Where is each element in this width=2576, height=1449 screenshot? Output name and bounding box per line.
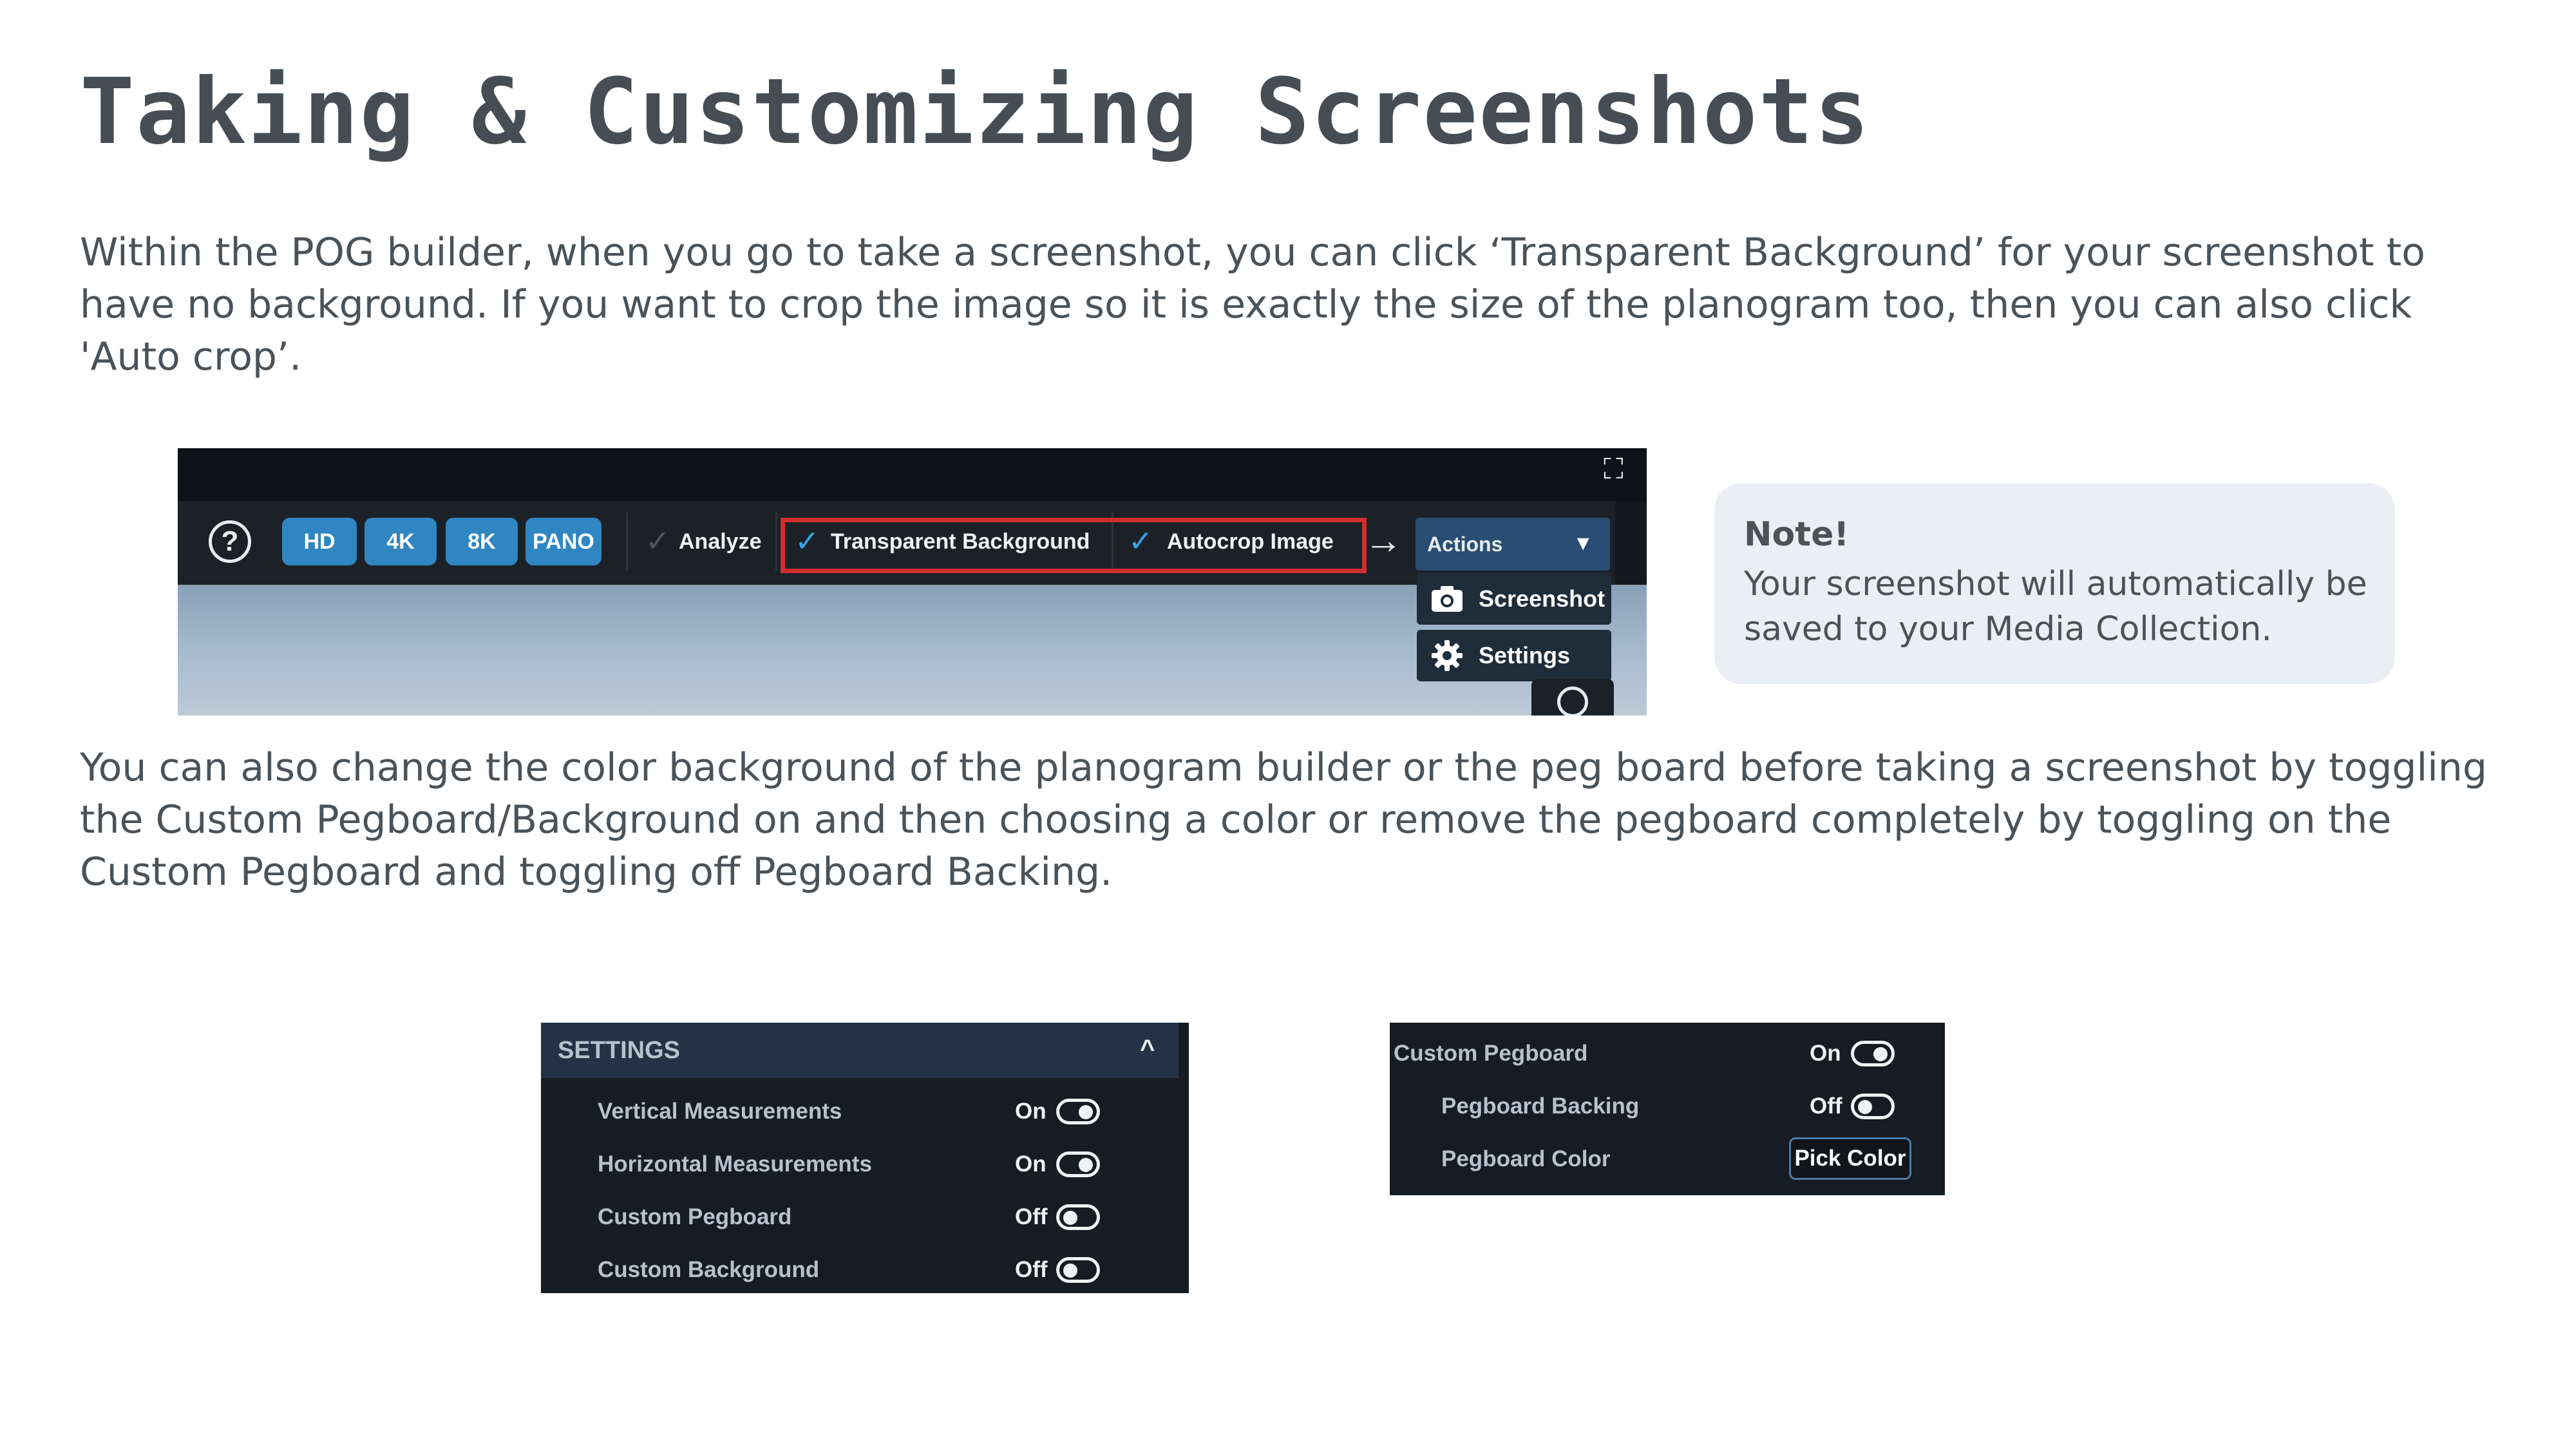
camera-icon bbox=[1428, 573, 1466, 625]
settings-label: Settings bbox=[1479, 642, 1571, 668]
highlight-box bbox=[781, 518, 1367, 573]
hd-button[interactable]: HD bbox=[282, 518, 357, 565]
toolbar-screenshot bbox=[178, 448, 1647, 715]
vertical-measurements-toggle[interactable] bbox=[1056, 1099, 1100, 1124]
transparent-check-icon: ✓ bbox=[795, 524, 820, 558]
custom-pegboard-on-toggle[interactable] bbox=[1851, 1041, 1895, 1066]
settings-menu-item[interactable] bbox=[1417, 630, 1611, 681]
setting-label: Vertical Measurements bbox=[598, 1099, 842, 1124]
toolbar-divider bbox=[626, 513, 628, 571]
actions-dropdown[interactable] bbox=[1416, 518, 1610, 571]
fullscreen-icon[interactable]: ⛶ bbox=[1604, 453, 1624, 485]
settings-header-label: SETTINGS bbox=[558, 1037, 681, 1064]
zoom-out-icon bbox=[1557, 687, 1588, 715]
pegboard-state: Off bbox=[1810, 1094, 1842, 1119]
transparent-background-toggle[interactable]: Transparent Background bbox=[831, 529, 1090, 554]
custom-pegboard-panel bbox=[1390, 1023, 1945, 1195]
toggle-knob bbox=[1063, 1264, 1077, 1278]
customize-paragraph: You can also change the color background of the planogram builder or the peg board before taking a screenshot by toggling the Custom Pegboard/Background on and then choosing a color or remove the pegboard completely by toggling on the Custom Pegboard and toggling off Pegboard Backing. bbox=[80, 745, 2487, 895]
help-button[interactable]: ? bbox=[209, 520, 251, 563]
gear-icon bbox=[1428, 630, 1466, 681]
screenshot-label: Screenshot bbox=[1479, 585, 1605, 612]
note-card bbox=[1714, 483, 2395, 684]
note-body: Your screenshot will automatically be saved to your Media Collection. bbox=[1744, 565, 2367, 649]
intro-paragraph: Within the POG builder, when you go to take a screenshot, you can click ‘Transparent Background’ for your screenshot to have no background. If you want to crop the image so it is exactly the size of the planogram too, then you can also click 'Auto crop’. bbox=[80, 230, 2425, 379]
setting-row-custom-background bbox=[541, 1244, 1189, 1293]
chevron-up-icon[interactable]: ^ bbox=[1140, 1035, 1155, 1063]
pegboard-row-custom-pegboard bbox=[1390, 1027, 1945, 1079]
toggle-knob bbox=[1873, 1047, 1888, 1061]
toggle-knob bbox=[1063, 1211, 1077, 1225]
pick-color-button[interactable]: Pick Color bbox=[1789, 1137, 1911, 1180]
caret-down-icon: ▼ bbox=[1573, 531, 1593, 554]
page-title: Taking & Customizing Screenshots bbox=[80, 59, 1871, 165]
4k-button[interactable]: 4K bbox=[365, 518, 437, 565]
toolbar-divider bbox=[775, 513, 777, 571]
pano-button[interactable]: PANO bbox=[526, 518, 601, 565]
custom-pegboard-toggle[interactable] bbox=[1056, 1204, 1100, 1230]
analyze-check-icon: ✓ bbox=[645, 524, 670, 558]
setting-state: Off bbox=[1015, 1257, 1048, 1282]
setting-row-vertical-measurements bbox=[541, 1086, 1189, 1139]
screenshot-menu-item[interactable] bbox=[1417, 573, 1611, 625]
pegboard-row-color bbox=[1390, 1132, 1945, 1185]
8k-button[interactable]: 8K bbox=[446, 518, 518, 565]
settings-header[interactable] bbox=[541, 1023, 1179, 1078]
settings-panel bbox=[541, 1023, 1189, 1293]
pegboard-row-backing bbox=[1390, 1079, 1945, 1132]
toggle-knob bbox=[1079, 1105, 1093, 1119]
horizontal-measurements-toggle[interactable] bbox=[1056, 1151, 1100, 1177]
note-heading: Note! bbox=[1744, 515, 1850, 554]
setting-label: Horizontal Measurements bbox=[598, 1151, 872, 1177]
autocrop-check-icon: ✓ bbox=[1128, 524, 1153, 558]
setting-state: On bbox=[1015, 1151, 1046, 1177]
setting-row-custom-pegboard bbox=[541, 1191, 1189, 1244]
toggle-knob bbox=[1858, 1100, 1872, 1114]
zoom-out-button[interactable] bbox=[1531, 679, 1614, 715]
autocrop-image-toggle[interactable]: Autocrop Image bbox=[1167, 529, 1334, 554]
toggle-knob bbox=[1079, 1158, 1093, 1172]
viewport-top-band bbox=[178, 448, 1647, 501]
pegboard-backing-toggle[interactable] bbox=[1851, 1094, 1895, 1119]
setting-state: On bbox=[1015, 1099, 1046, 1124]
arrow-right-icon: → bbox=[1364, 518, 1403, 562]
pegboard-label: Pegboard Color bbox=[1441, 1146, 1611, 1171]
setting-row-horizontal-measurements bbox=[541, 1139, 1189, 1191]
pegboard-label: Pegboard Backing bbox=[1441, 1094, 1640, 1119]
pegboard-label: Custom Pegboard bbox=[1394, 1041, 1588, 1066]
custom-background-toggle[interactable] bbox=[1056, 1257, 1100, 1283]
setting-state: Off bbox=[1015, 1204, 1048, 1229]
setting-label: Custom Pegboard bbox=[598, 1204, 792, 1229]
setting-label: Custom Background bbox=[598, 1257, 820, 1282]
analyze-toggle[interactable]: Analyze bbox=[679, 529, 762, 554]
actions-label: Actions bbox=[1427, 533, 1503, 556]
pegboard-state: On bbox=[1810, 1041, 1841, 1066]
